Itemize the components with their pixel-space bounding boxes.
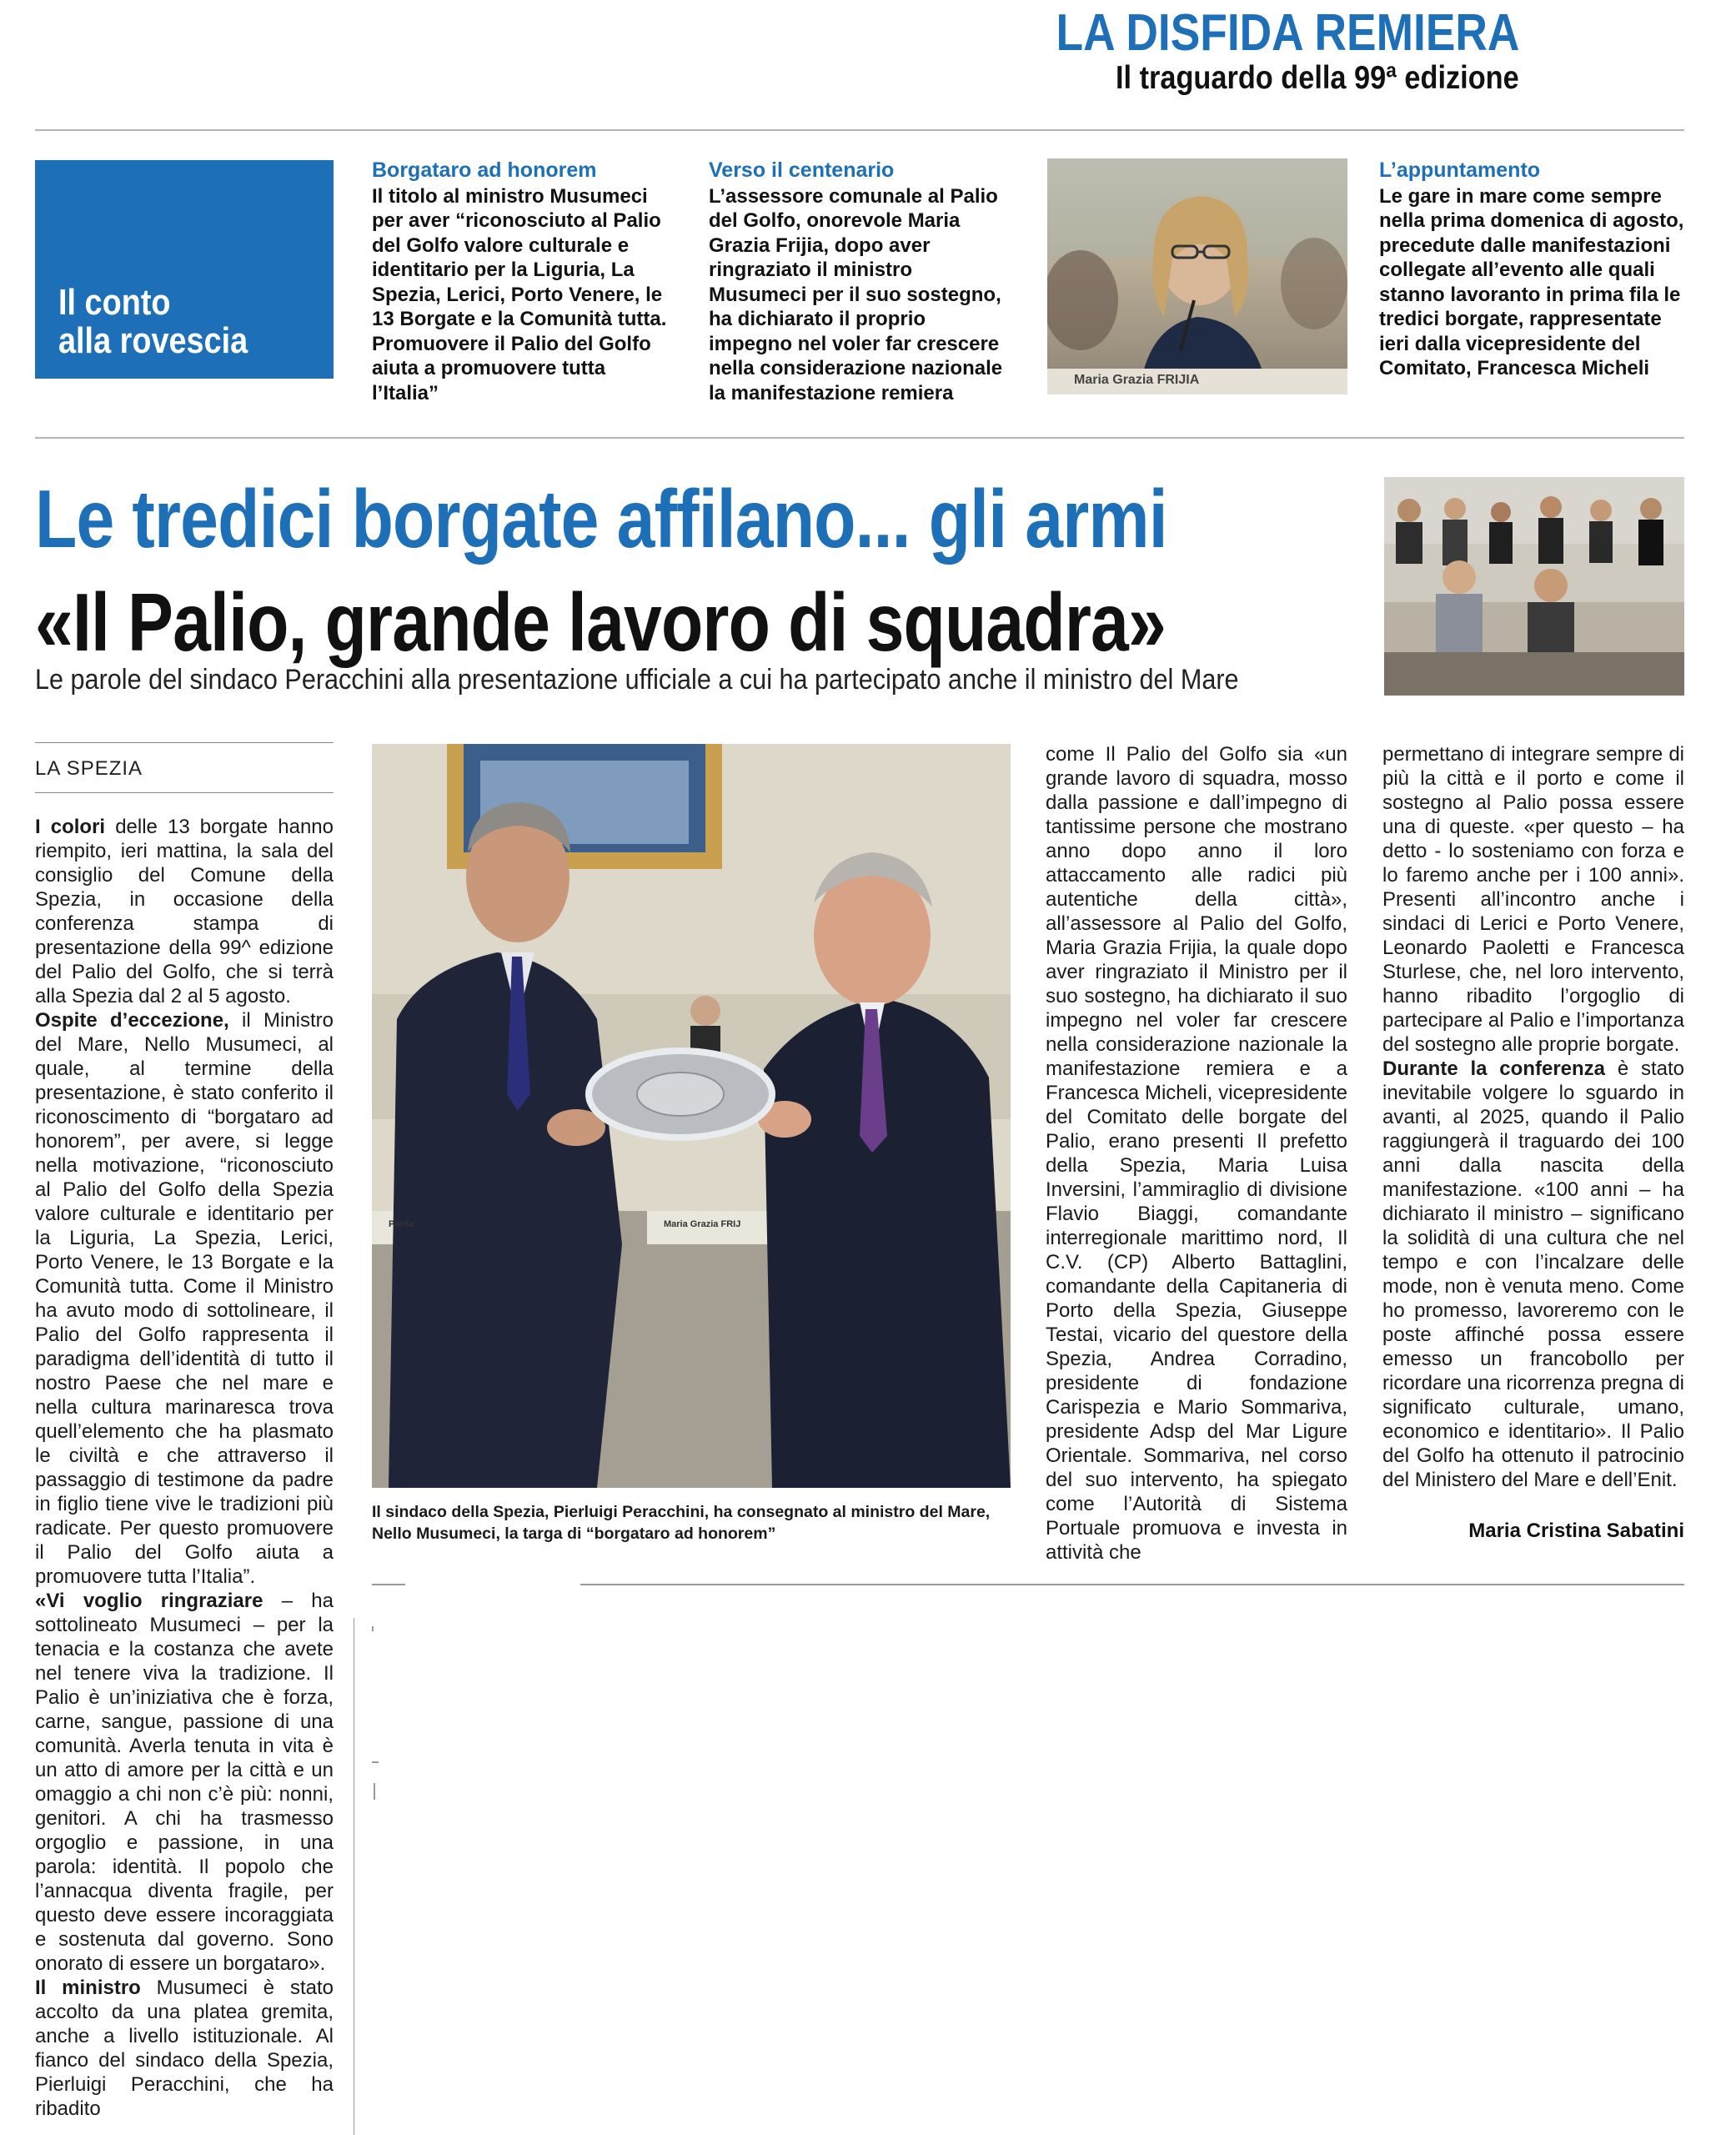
sidebox-centenario bbox=[709, 158, 1014, 405]
sidebox-appuntamento bbox=[1379, 158, 1686, 381]
dateline-rule-top bbox=[35, 742, 334, 743]
mid-divider bbox=[35, 437, 1684, 439]
lead-in: «Vi voglio ringraziare bbox=[35, 1590, 263, 1612]
dateline: LA SPEZIA bbox=[35, 757, 143, 780]
sidebox-heading: Verso il centenario bbox=[709, 158, 895, 182]
photo-audience-drawing bbox=[1384, 477, 1684, 696]
author-signature: Maria Cristina Sabatini bbox=[1468, 1520, 1684, 1542]
paragraph-text: il Ministro del Mare, Nello Musumeci, al quale, al termine della presentazione, è stato conferito il riconoscimento di “borgataro ad honorem”, per avere, si legge nella motivazione, “riconosciuto al Palio del Golfo della Spezia valore culturale e identitario per la Liguria, La Spezia, Lerici, Porto Venere, le 13 Borgate e la Comunità tutta. Come il Ministro ha avuto modo di sottolineare, il Palio del Golfo rappresenta il paradigma dell’identità di tutto il nostro Paese che nel mare e nella cultura marinaresca trova quell’elemento che ha plasmato le civiltà e che attraverso il passaggio di testimone da padre in figlio tiene vive le tradizioni più radicate. Per questo promuovere il Palio del Golfo aiuta a promuovere tutta l’Italia”. bbox=[35, 1009, 334, 1588]
paragraph bbox=[35, 1976, 334, 2121]
sidebox-heading: Borgataro ad honorem bbox=[372, 158, 597, 182]
lead-in: Ospite d’eccezione, bbox=[35, 1009, 229, 1032]
sidebox-heading: L’appuntamento bbox=[1379, 158, 1541, 182]
paragraph bbox=[35, 1008, 334, 1589]
dateline-rule-bottom bbox=[35, 792, 334, 793]
main-photo-caption: Il sindaco della Spezia, Pierluigi Peracchini, ha consegnato al ministro del Mare, Nello Musumeci, la targa di “borgataro ad honorem” bbox=[372, 1503, 991, 1543]
headline-1: Le tredici borgate affilano... gli armi bbox=[35, 473, 1167, 565]
bottom-divider-right bbox=[580, 1584, 1684, 1585]
paragraph-text: Musumeci è stato accolto da una platea gremita, anche a livello istituzionale. Al fianco del sindaco della Spezia, Pierluigi Peracchini, che ha ribadito bbox=[35, 1977, 334, 2120]
photo-audience bbox=[1384, 477, 1684, 696]
lead-in: Durante la conferenza bbox=[1382, 1057, 1606, 1080]
countdown-box bbox=[35, 160, 334, 379]
stray-mark bbox=[372, 1626, 374, 1631]
paragraph bbox=[1382, 1057, 1684, 1492]
stray-mark bbox=[374, 1783, 375, 1800]
paragraph-text: permettano di integrare sempre di più la città e il porto e come il sostegno al Palio possa essere una di queste. «per questo – ha detto - lo sosteniamo con forza e lo faremo anche per i 100 anni». Presenti all’incontro anche i sindaci di Lerici e Porto Venere, Leonardo Paoletti e Francesca Sturlese, che, nel loro intervento, hanno ribadito l’orgoglio di partecipare al Palio e l’importanza del sostegno alle proprie borgate. bbox=[1382, 743, 1684, 1056]
main-photo bbox=[372, 744, 1011, 1488]
sidebox-text: Il titolo al ministro Musumeci per aver “riconosciuto al Palio del Golfo valore culturale e identitario per la Liguria, La Spezia, Lerici, Porto Venere, le 13 Borgate e la Comunità tutta. Promuovere il Palio del Golfo aiuta a promuovere tutta l’Italia” bbox=[372, 184, 667, 404]
bottom-divider-left bbox=[372, 1584, 405, 1585]
main-photo-nameplate-left: Pierlu bbox=[389, 1219, 414, 1229]
headline-2: «Il Palio, grande lavoro di squadra» bbox=[35, 576, 1166, 668]
paragraph bbox=[1382, 742, 1684, 1057]
sidebox-text: L’assessore comunale al Palio del Golfo, onorevole Maria Grazia Frijia, dopo aver ringraziato il ministro Musumeci per il suo sostegno, ha dichiarato il proprio impegno nel voler far crescere nella considerazione nazionale la manifestazione remiera bbox=[709, 184, 1003, 404]
photo-frijia-nameplate: Maria Grazia FRIJIA bbox=[1074, 373, 1200, 387]
article-column-3 bbox=[1046, 742, 1347, 1565]
section-title: LA DISFIDA REMIERA bbox=[1056, 4, 1519, 62]
paragraph-text: – ha sottolineato Musumeci – per la tenacia e la costanza che avete nel tenere viva la tradizione. Il Palio è un’iniziativa che è forza, carne, sangue, passione di una comunità. Averla tenuta in vita è un atto di amore per la città e un omaggio a chi non c’è più: nonni, genitori. A chi ha trasmesso orgoglio e passione, in una parola: identità. Il popolo che l’annacqua diventa fragile, per questo deve essere incoraggiata e sostenuta dal governo. Sono onorato di essere un borgataro». bbox=[35, 1590, 334, 1975]
article-column-4 bbox=[1382, 742, 1684, 1492]
photo-frijia bbox=[1047, 158, 1347, 394]
paragraph-text: è stato inevitabile volgere lo sguardo in avanti, al 2025, quando il Palio raggiungerà il traguardo dei 100 anni dalla nascita della manifestazione. «100 anni – ha dichiarato il ministro – significano la solidità di una cultura che nel tempo e con l’incalzare delle mode, non è venuta meno. Come ho promesso, lavoreremo con le poste affinché possa essere emesso un francobollo per ricordare una ricorrenza pregna di significato culturale, umano, economico e identitario». Il Palio del Golfo ha ottenuto il patrocinio del Ministero del Mare e dell’Enit. bbox=[1382, 1057, 1685, 1491]
photo-frijia-drawing bbox=[1047, 158, 1347, 394]
article-column-1 bbox=[35, 815, 334, 2121]
main-photo-nameplate-right: Maria Grazia FRIJ bbox=[664, 1219, 741, 1229]
stray-mark bbox=[372, 1761, 379, 1763]
lead-in: I colori bbox=[35, 816, 106, 838]
paragraph-text: delle 13 borgate hanno riempito, ieri mattina, la sala del consiglio del Comune della Spezia, in occasione della conferenza stampa di presentazione della 99^ edizione del Palio del Golfo, che si terrà alla Spezia dal 2 al 5 agosto. bbox=[35, 816, 334, 1007]
countdown-line-2: alla rovescia bbox=[58, 320, 248, 361]
paragraph-text: come Il Palio del Golfo sia «un grande lavoro di squadra, mosso dalla passione e dall’impegno di tantissime persone che mostrano anno dopo anno il loro attaccamento alle radici più autentiche della città», all’assessore al Palio del Golfo, Maria Grazia Frijia, la quale dopo aver ringraziato il Ministro per il suo sostegno, ha dichiarato il suo impegno nel voler far crescere nella considerazione nazionale la manifestazione remiera e a Francesca Micheli, vicepresidente del Comitato delle borgate del Palio, erano presenti Il prefetto della Spezia, Maria Luisa Inversini, l’ammiraglio di divisione Flavio Biaggi, comandante interregionale marittimo nord, Il C.V. (CP) Alberto Battaglini, comandante della Capitaneria di Porto della Spezia, Giuseppe Testai, vicario del questore della Spezia, Andrea Corradino, presidente di fondazione Carispezia e Mario Sommariva, presidente Adsp del Mar Ligure Orientale. Sommariva, nel corso del suo intervento, ha spiegato come l’Autorità di Sistema Portuale promuova e investa in attività che bbox=[1046, 743, 1347, 1564]
top-divider bbox=[35, 129, 1684, 131]
countdown-line-1: Il conto bbox=[58, 282, 171, 323]
main-photo-drawing bbox=[372, 744, 1011, 1488]
subheadline: Le parole del sindaco Peracchini alla presentazione ufficiale a cui ha partecipato anche il ministro del Mare bbox=[35, 664, 1239, 696]
section-subtitle: Il traguardo della 99ª edizione bbox=[1116, 60, 1519, 96]
sidebox-text: Le gare in mare come sempre nella prima domenica di agosto, precedute dalle manifestazioni collegate all’evento alle quali stanno lavoranto in prima fila le tredici borgate, rappresentate ieri dalla vicepresidente del Comitato, Francesca Micheli bbox=[1379, 184, 1684, 379]
paragraph bbox=[35, 1589, 334, 1976]
paragraph bbox=[35, 815, 334, 1008]
lead-in: Il ministro bbox=[35, 1977, 141, 1999]
sidebox-borgataro bbox=[372, 158, 675, 405]
